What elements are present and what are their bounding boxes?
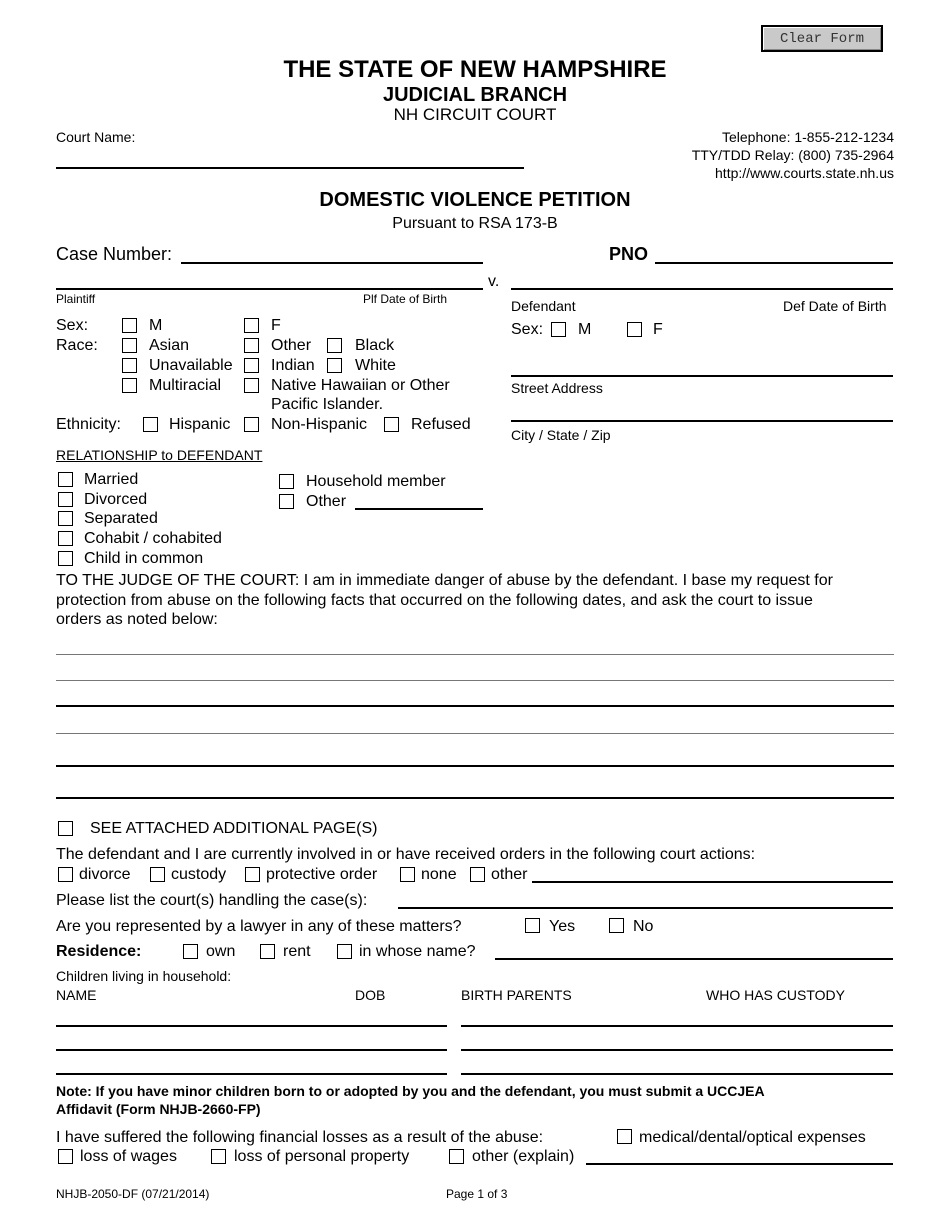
relationship-household-label: Household member [306, 473, 446, 490]
page-number: Page 1 of 3 [446, 1187, 508, 1201]
race-multiracial-checkbox[interactable] [122, 378, 137, 393]
defendant-street-input[interactable] [511, 375, 893, 377]
defendant-sex-m-label: M [578, 321, 592, 338]
clear-form-button[interactable]: Clear Form [761, 25, 883, 52]
residence-whose-checkbox[interactable] [337, 944, 352, 959]
action-other-label: other [491, 866, 528, 883]
plaintiff-sex-m-label: M [149, 317, 163, 334]
court-name-label: Court Name: [56, 129, 136, 145]
child-name-dob-input[interactable] [56, 1049, 447, 1051]
relationship-separated-label: Separated [84, 510, 158, 527]
action-none-checkbox[interactable] [400, 867, 415, 882]
residence-own-label: own [206, 943, 236, 960]
branch-title: JUDICIAL BRANCH [382, 84, 568, 106]
defendant-label: Defendant [511, 298, 576, 314]
action-protective-order-checkbox[interactable] [245, 867, 260, 882]
plaintiff-input[interactable] [56, 288, 483, 290]
residence-rent-checkbox[interactable] [260, 944, 275, 959]
relationship-other-label: Other [306, 493, 347, 510]
court-tty: TTY/TDD Relay: (800) 735-2964 [691, 147, 894, 163]
attached-pages-checkbox[interactable] [58, 821, 73, 836]
race-native-hawaiian-label: Native Hawaiian or Other [271, 377, 450, 394]
court-telephone: Telephone: 1-855-212-1234 [721, 129, 894, 145]
ethnicity-refused-checkbox[interactable] [384, 417, 399, 432]
ethnicity-refused-label: Refused [411, 416, 471, 433]
action-other-input[interactable] [532, 881, 893, 883]
race-other-label: Other [271, 337, 312, 354]
petition-subtitle: Pursuant to RSA 173-B [392, 215, 558, 232]
defendant-sex-f-checkbox[interactable] [627, 322, 642, 337]
action-divorce-label: divorce [79, 866, 131, 883]
child-parents-custody-input[interactable] [461, 1073, 893, 1075]
relationship-divorced-label: Divorced [84, 491, 148, 508]
action-divorce-checkbox[interactable] [58, 867, 73, 882]
action-other-checkbox[interactable] [470, 867, 485, 882]
race-native-hawaiian-checkbox[interactable] [244, 378, 259, 393]
loss-medical-label: medical/dental/optical expenses [639, 1129, 866, 1146]
defendant-input[interactable] [511, 288, 893, 290]
plaintiff-sex-m-checkbox[interactable] [122, 318, 137, 333]
pno-input[interactable] [655, 262, 893, 264]
residence-whose-input[interactable] [495, 958, 893, 960]
race-other-checkbox[interactable] [244, 338, 259, 353]
statement-line-2: protection from abuse on the following facts that occurred on the following dates, and ask the court to issue [56, 592, 813, 609]
residence-whose-label: in whose name? [359, 943, 476, 960]
child-parents-custody-input[interactable] [461, 1025, 893, 1027]
children-custody-header: WHO HAS CUSTODY [706, 987, 845, 1003]
lawyer-yes-label: Yes [549, 918, 576, 935]
court-actions-intro: The defendant and I are currently involved in or have received orders in the following court actions: [56, 846, 756, 863]
plaintiff-dob-label: Plf Date of Birth [363, 292, 448, 306]
relationship-child-label: Child in common [84, 550, 204, 567]
relationship-cohabit-label: Cohabit / cohabited [84, 530, 222, 547]
race-black-label: Black [355, 337, 395, 354]
relationship-divorced-checkbox[interactable] [58, 492, 73, 507]
plaintiff-sex-f-checkbox[interactable] [244, 318, 259, 333]
relationship-cohabit-checkbox[interactable] [58, 531, 73, 546]
race-black-checkbox[interactable] [327, 338, 342, 353]
defendant-sex-label: Sex: [511, 321, 544, 338]
child-parents-custody-input[interactable] [461, 1049, 893, 1051]
race-asian-label: Asian [149, 337, 190, 354]
action-none-label: none [421, 866, 457, 883]
residence-own-checkbox[interactable] [183, 944, 198, 959]
petition-title: DOMESTIC VIOLENCE PETITION [319, 189, 631, 211]
courts-list-input[interactable] [398, 907, 893, 909]
state-title: THE STATE OF NEW HAMPSHIRE [283, 56, 667, 83]
relationship-married-label: Married [84, 471, 139, 488]
residence-label: Residence: [56, 943, 142, 960]
ethnicity-nonhispanic-label: Non-Hispanic [271, 416, 368, 433]
ethnicity-hispanic-checkbox[interactable] [143, 417, 158, 432]
versus-label: v. [488, 273, 500, 290]
relationship-child-checkbox[interactable] [58, 551, 73, 566]
loss-wages-checkbox[interactable] [58, 1149, 73, 1164]
race-unavailable-checkbox[interactable] [122, 358, 137, 373]
race-white-label: White [355, 357, 396, 374]
statement-text-line[interactable] [56, 680, 894, 681]
race-asian-checkbox[interactable] [122, 338, 137, 353]
race-indian-checkbox[interactable] [244, 358, 259, 373]
plaintiff-sex-f-label: F [271, 317, 281, 334]
lawyer-no-label: No [633, 918, 654, 935]
children-parents-header: BIRTH PARENTS [461, 987, 572, 1003]
action-protective-order-label: protective order [266, 866, 378, 883]
race-indian-label: Indian [271, 357, 315, 374]
defendant-sex-m-checkbox[interactable] [551, 322, 566, 337]
loss-property-checkbox[interactable] [211, 1149, 226, 1164]
ethnicity-hispanic-label: Hispanic [169, 416, 231, 433]
plaintiff-sex-label: Sex: [56, 317, 89, 334]
plaintiff-label: Plaintiff [56, 292, 96, 306]
child-name-dob-input[interactable] [56, 1073, 447, 1075]
loss-wages-label: loss of wages [80, 1148, 177, 1165]
lawyer-no-checkbox[interactable] [609, 918, 624, 933]
statement-line-1: TO THE JUDGE OF THE COURT: I am in immediate danger of abuse by the defendant. I base my request for [56, 572, 833, 589]
relationship-married-checkbox[interactable] [58, 472, 73, 487]
ethnicity-nonhispanic-checkbox[interactable] [244, 417, 259, 432]
statement-text-line[interactable] [56, 797, 894, 799]
defendant-city-input[interactable] [511, 420, 893, 422]
statement-text-line[interactable] [56, 705, 894, 707]
children-label: Children living in household: [56, 968, 232, 984]
relationship-other-input[interactable] [355, 508, 483, 510]
defendant-street-label: Street Address [511, 380, 603, 396]
court-title: NH CIRCUIT COURT [393, 105, 557, 124]
statement-text-line[interactable] [56, 654, 894, 655]
defendant-city-label: City / State / Zip [511, 427, 611, 443]
loss-other-input[interactable] [586, 1163, 893, 1165]
race-unavailable-label: Unavailable [149, 357, 233, 374]
court-website: http://www.courts.state.nh.us [715, 165, 894, 181]
children-dob-header: DOB [355, 987, 386, 1003]
ethnicity-label: Ethnicity: [56, 416, 121, 433]
defendant-sex-f-label: F [653, 321, 663, 338]
attached-pages-label: SEE ATTACHED ADDITIONAL PAGE(S) [90, 820, 378, 837]
statement-text-line[interactable] [56, 733, 894, 734]
statement-text-line[interactable] [56, 765, 894, 767]
race-native-hawaiian-label-2: Pacific Islander. [271, 396, 384, 413]
courts-list-label: Please list the court(s) handling the case(s): [56, 892, 368, 909]
relationship-other-checkbox[interactable] [279, 494, 294, 509]
plaintiff-race-label: Race: [56, 337, 98, 354]
action-custody-checkbox[interactable] [150, 867, 165, 882]
losses-intro: I have suffered the following financial losses as a result of the abuse: [56, 1129, 544, 1146]
relationship-heading: RELATIONSHIP to DEFENDANT [56, 447, 263, 463]
child-name-dob-input[interactable] [56, 1025, 447, 1027]
relationship-separated-checkbox[interactable] [58, 511, 73, 526]
uccjea-note-line-1: Note: If you have minor children born to or adopted by you and the defendant, you must submit a UCCJEA [56, 1083, 765, 1099]
case-number-label: Case Number: [56, 244, 173, 264]
defendant-dob-label: Def Date of Birth [783, 298, 887, 314]
lawyer-yes-checkbox[interactable] [525, 918, 540, 933]
loss-other-label: other (explain) [472, 1148, 575, 1165]
race-white-checkbox[interactable] [327, 358, 342, 373]
children-name-header: NAME [56, 987, 97, 1003]
statement-line-3: orders as noted below: [56, 611, 218, 628]
action-custody-label: custody [171, 866, 227, 883]
uccjea-note-line-2: Affidavit (Form NHJB-2660-FP) [56, 1101, 261, 1117]
lawyer-question: Are you represented by a lawyer in any of these matters? [56, 918, 462, 935]
relationship-household-checkbox[interactable] [279, 474, 294, 489]
loss-property-label: loss of personal property [234, 1148, 410, 1165]
court-name-input[interactable] [56, 167, 524, 169]
pno-label: PNO [609, 244, 649, 264]
case-number-input[interactable] [181, 262, 483, 264]
loss-medical-checkbox[interactable] [617, 1129, 632, 1144]
residence-rent-label: rent [283, 943, 311, 960]
race-multiracial-label: Multiracial [149, 377, 222, 394]
form-id: NHJB-2050-DF (07/21/2014) [56, 1187, 210, 1201]
loss-other-checkbox[interactable] [449, 1149, 464, 1164]
